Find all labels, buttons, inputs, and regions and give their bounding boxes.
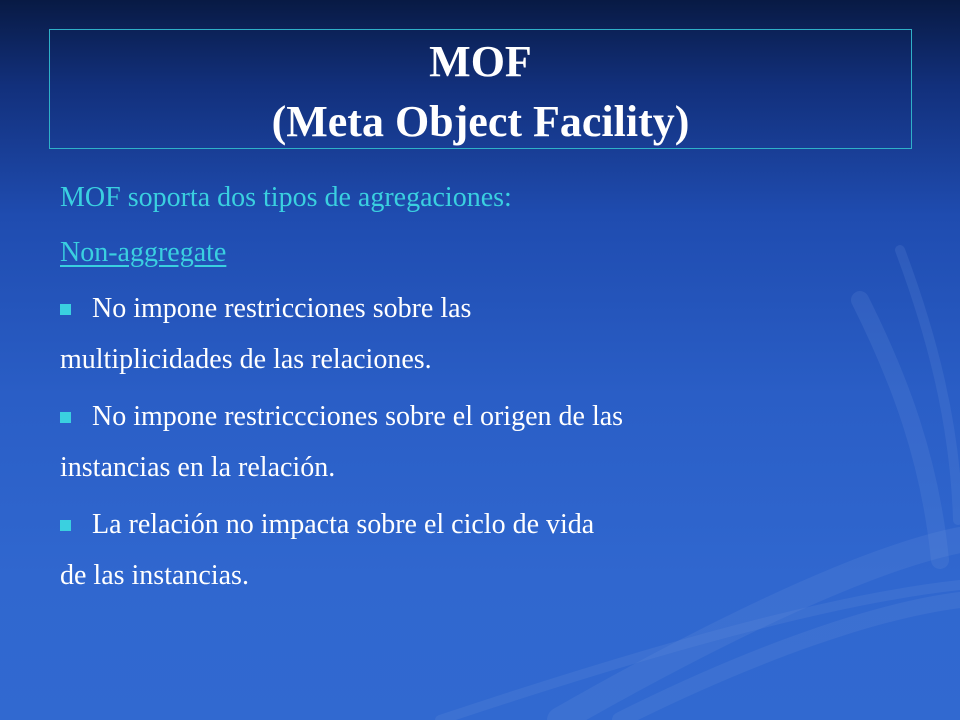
square-bullet-icon xyxy=(60,412,71,423)
subheading-link[interactable]: Non-aggregate xyxy=(60,237,227,268)
list-item xyxy=(60,293,471,325)
bullet-continuation: de las instancias. xyxy=(60,560,249,591)
bullet-continuation: instancias en la relación. xyxy=(60,452,336,483)
bullet-text: No impone restricciones sobre las xyxy=(92,293,472,324)
bullet-text: No impone restriccciones sobre el origen de las xyxy=(92,401,624,432)
list-item xyxy=(60,401,623,433)
slide-subtitle: (Meta Object Facility) xyxy=(271,97,690,146)
slide-title: MOF xyxy=(429,37,532,86)
bullet-text: La relación no impacta sobre el ciclo de vida xyxy=(92,509,595,540)
square-bullet-icon xyxy=(60,520,71,531)
intro-text: MOF soporta dos tipos de agregaciones: xyxy=(60,182,512,213)
list-item xyxy=(60,509,594,541)
title-box xyxy=(49,29,912,149)
bullet-continuation: multiplicidades de las relaciones. xyxy=(60,344,432,375)
square-bullet-icon xyxy=(60,304,71,315)
